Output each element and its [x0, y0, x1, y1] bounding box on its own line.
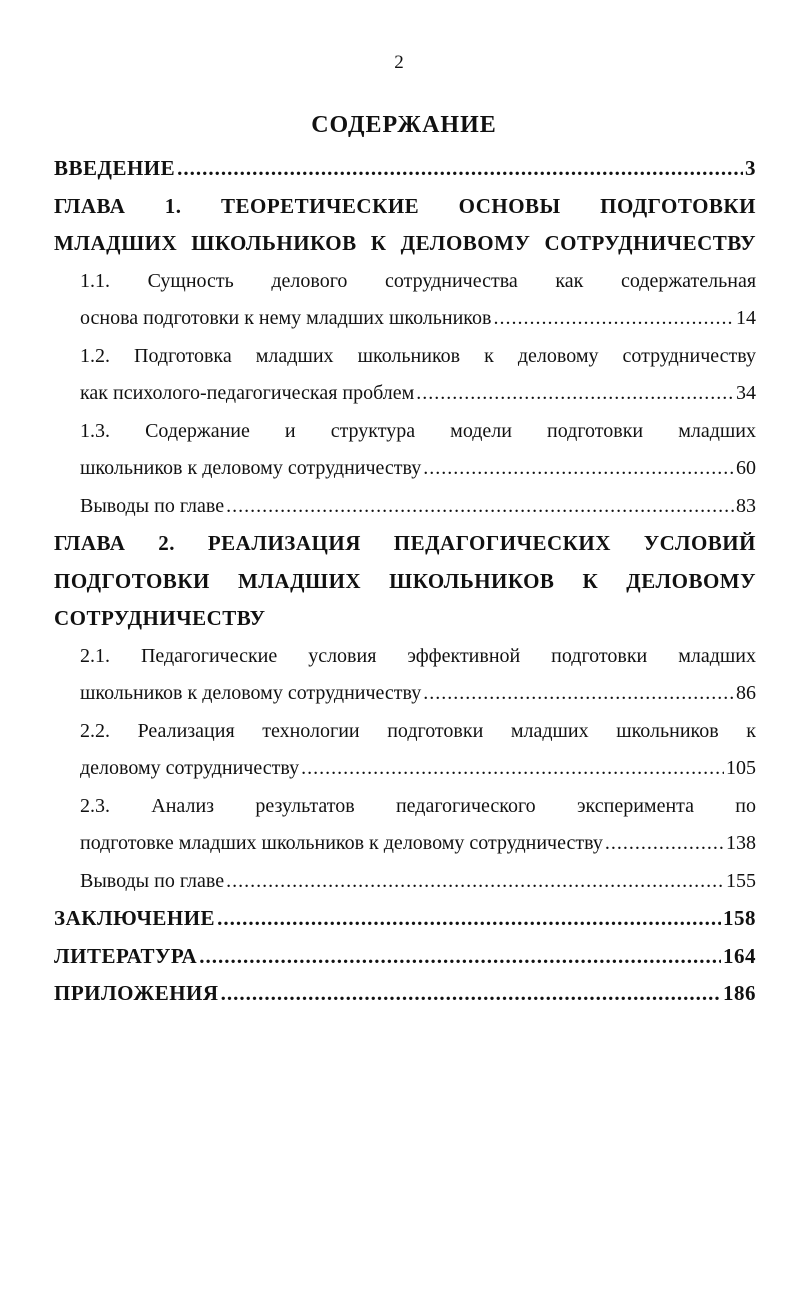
toc-entry-title: подготовке младших школьников к деловому сотрудничеству — [80, 832, 603, 854]
toc-entry-line — [54, 150, 756, 188]
toc-word: Подготовка — [134, 344, 232, 367]
toc-page-number: 138 — [726, 832, 756, 854]
toc-entry-title: ЗАКЛЮЧЕНИЕ — [54, 906, 216, 930]
toc-word: ДЕЛОВОМУ — [400, 231, 531, 255]
toc-word: структура — [330, 419, 416, 442]
toc-word: К — [370, 231, 387, 255]
toc-page-number: 164 — [723, 943, 756, 968]
toc-word: сотрудничеству — [622, 344, 756, 367]
toc-word: РЕАЛИЗАЦИЯ — [207, 531, 361, 555]
toc-page-number: 60 — [736, 457, 756, 479]
toc-word: подготовки — [551, 644, 648, 667]
dot-leader — [301, 750, 724, 788]
toc-entry-line — [80, 825, 756, 863]
toc-word: подготовки — [547, 419, 644, 442]
toc-word: ТЕОРЕТИЧЕСКИЕ — [220, 193, 420, 218]
toc-entry-line — [54, 900, 756, 938]
toc-entry[interactable] — [54, 938, 756, 976]
toc-word: младших — [678, 644, 756, 667]
toc-word: Реализация — [137, 719, 235, 742]
toc-entry-line — [80, 338, 756, 376]
toc-entry-line — [80, 488, 756, 526]
toc-entry[interactable] — [54, 150, 756, 188]
toc-entry[interactable] — [54, 263, 756, 338]
table-of-contents — [54, 150, 756, 1013]
toc-word: делового — [271, 269, 348, 292]
toc-page-number: 86 — [736, 682, 756, 704]
toc-word: ШКОЛЬНИКОВ — [191, 231, 357, 255]
toc-entry-title: деловому сотрудничеству — [80, 757, 300, 779]
toc-word: эффективной — [407, 644, 521, 667]
toc-entry-line — [80, 413, 756, 451]
toc-entry-line — [80, 450, 756, 488]
dot-leader — [199, 938, 721, 976]
toc-word: младших — [255, 344, 334, 367]
toc-word: ПОДГОТОВКИ — [54, 568, 210, 593]
toc-word: как — [555, 269, 584, 292]
toc-page-number: 155 — [726, 869, 756, 892]
toc-entry-line — [80, 788, 756, 826]
toc-word: ОСНОВЫ — [458, 193, 561, 218]
toc-page-number: 83 — [736, 494, 756, 517]
toc-entry-line — [80, 638, 756, 676]
dot-leader — [423, 450, 734, 488]
dot-leader — [605, 825, 724, 863]
toc-word: МЛАДШИХ — [237, 568, 362, 593]
toc-entry-line — [54, 225, 756, 263]
toc-word: 2.1. — [80, 644, 110, 667]
toc-word: СОТРУДНИЧЕСТВУ — [544, 231, 757, 255]
toc-entry[interactable] — [54, 338, 756, 413]
page-number: 2 — [394, 52, 404, 73]
toc-entry-line — [80, 263, 756, 301]
toc-word: 2.3. — [80, 794, 110, 817]
toc-page-number: 34 — [736, 382, 756, 404]
toc-entry-line — [80, 713, 756, 751]
toc-entry-title: Выводы по главе — [80, 494, 225, 517]
toc-entry[interactable] — [54, 488, 756, 526]
toc-word: педагогического — [395, 794, 536, 817]
toc-word: технологии — [262, 719, 360, 742]
toc-word: ГЛАВА — [54, 193, 126, 218]
toc-entry-title: ЛИТЕРАТУРА — [54, 943, 198, 968]
toc-word: 1.1. — [80, 269, 110, 292]
toc-entry-title: как психолого-педагогическая проблем — [80, 382, 415, 404]
toc-word: к — [746, 719, 756, 742]
toc-entry-title: ПРИЛОЖЕНИЯ — [54, 981, 219, 1005]
toc-page-number: 158 — [723, 906, 756, 930]
toc-word: Педагогические — [140, 644, 278, 667]
dot-leader — [221, 975, 721, 1013]
dot-leader — [217, 900, 721, 938]
toc-word: к — [484, 344, 494, 367]
toc-word: ГЛАВА — [54, 531, 126, 555]
toc-entry[interactable] — [54, 713, 756, 788]
toc-word: 2. — [158, 531, 175, 555]
toc-word: условия — [308, 644, 377, 667]
toc-word: деловому — [517, 344, 599, 367]
dot-leader — [177, 150, 743, 188]
toc-word: Сущность — [147, 269, 234, 292]
toc-entry-title: Выводы по главе — [80, 869, 225, 892]
toc-word: ПЕДАГОГИЧЕСКИХ — [393, 531, 611, 555]
toc-word: СОТРУДНИЧЕСТВУ — [54, 606, 266, 630]
toc-entry-title: основа подготовки к нему младших школьников — [80, 307, 492, 329]
toc-entry[interactable] — [54, 863, 756, 901]
toc-entry-line — [54, 525, 756, 563]
toc-word: 1. — [164, 193, 182, 218]
toc-word: содержательная — [620, 269, 757, 292]
toc-page-number: 105 — [726, 757, 756, 779]
toc-word: 1.3. — [80, 419, 110, 442]
dot-leader — [226, 863, 724, 901]
toc-word: ПОДГОТОВКИ — [600, 193, 756, 218]
toc-entry-line — [80, 300, 756, 338]
toc-entry-title: ВВЕДЕНИЕ — [54, 156, 176, 180]
toc-word: младших — [678, 419, 756, 442]
toc-word: 1.2. — [80, 344, 110, 367]
dot-leader — [423, 675, 734, 713]
toc-entry-line — [80, 675, 756, 713]
toc-word: Анализ — [151, 794, 215, 817]
toc-entry[interactable] — [54, 900, 756, 938]
toc-word: школьников — [616, 719, 719, 742]
toc-entry[interactable] — [54, 413, 756, 488]
toc-word: ДЕЛОВОМУ — [626, 568, 757, 593]
toc-page-number: 3 — [745, 156, 756, 180]
toc-entry[interactable] — [54, 525, 756, 638]
toc-entry-title: школьников к деловому сотрудничеству — [80, 682, 422, 704]
toc-word: эксперимента — [576, 794, 695, 817]
toc-entry[interactable] — [54, 788, 756, 863]
toc-word: подготовки — [387, 719, 484, 742]
toc-entry-line — [80, 750, 756, 788]
toc-word: МЛАДШИХ — [54, 231, 178, 255]
toc-word: школьников — [357, 344, 461, 367]
dot-leader — [416, 375, 734, 413]
toc-page-number: 14 — [736, 307, 756, 329]
toc-page-number: 186 — [723, 981, 756, 1005]
toc-word: и — [284, 419, 296, 442]
dot-leader — [493, 300, 734, 338]
toc-entry[interactable] — [54, 188, 756, 263]
toc-entry-line — [80, 375, 756, 413]
toc-word: модели — [450, 419, 512, 442]
toc-heading: СОДЕРЖАНИЕ — [311, 112, 497, 138]
toc-entry-line — [54, 188, 756, 226]
toc-entry[interactable] — [54, 975, 756, 1013]
toc-entry-line — [80, 863, 756, 901]
toc-entry[interactable] — [54, 638, 756, 713]
toc-word: по — [735, 794, 756, 817]
dot-leader — [226, 488, 734, 526]
toc-entry-line — [54, 975, 756, 1013]
toc-entry-line — [54, 563, 756, 601]
toc-word: ШКОЛЬНИКОВ — [389, 568, 555, 593]
toc-word: Содержание — [145, 419, 250, 442]
toc-word: УСЛОВИЙ — [643, 531, 756, 555]
toc-word: младших — [510, 719, 589, 742]
toc-word: сотрудничества — [385, 269, 518, 292]
toc-entry-title: школьников к деловому сотрудничеству — [80, 457, 422, 479]
toc-entry-line — [54, 600, 756, 638]
toc-word: результатов — [255, 794, 355, 817]
toc-word: 2.2. — [80, 719, 110, 742]
toc-word: К — [582, 568, 599, 593]
toc-entry-line — [54, 938, 756, 976]
